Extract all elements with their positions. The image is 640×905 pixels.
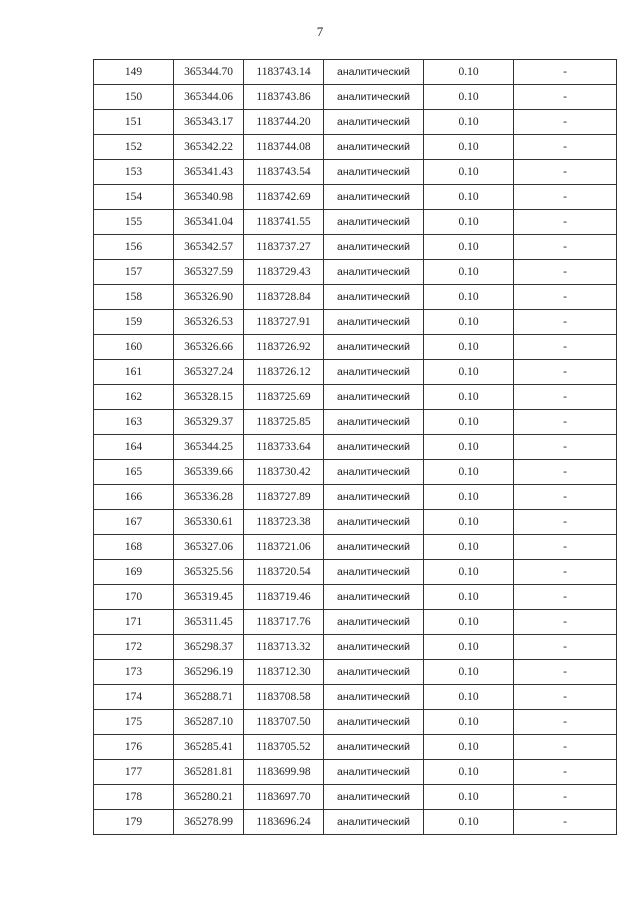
point-number-cell: 179 <box>94 810 174 835</box>
method-cell: аналитический <box>324 235 424 260</box>
point-number-cell: 165 <box>94 460 174 485</box>
method-cell: аналитический <box>324 260 424 285</box>
table-row <box>94 585 617 610</box>
point-number-cell: 177 <box>94 760 174 785</box>
y-coordinate-cell: 1183743.54 <box>244 160 324 185</box>
y-coordinate-cell: 1183707.50 <box>244 710 324 735</box>
x-coordinate-cell: 365339.66 <box>174 460 244 485</box>
accuracy-cell: 0.10 <box>424 310 514 335</box>
point-number-cell: 164 <box>94 435 174 460</box>
y-coordinate-cell: 1183729.43 <box>244 260 324 285</box>
x-coordinate-cell: 365311.45 <box>174 610 244 635</box>
note-cell: - <box>514 185 617 210</box>
accuracy-cell: 0.10 <box>424 635 514 660</box>
table-row <box>94 160 617 185</box>
x-coordinate-cell: 365285.41 <box>174 735 244 760</box>
method-cell: аналитический <box>324 635 424 660</box>
accuracy-cell: 0.10 <box>424 260 514 285</box>
y-coordinate-cell: 1183742.69 <box>244 185 324 210</box>
point-number-cell: 156 <box>94 235 174 260</box>
coordinates-table-body <box>94 60 617 835</box>
x-coordinate-cell: 365326.90 <box>174 285 244 310</box>
table-row <box>94 135 617 160</box>
accuracy-cell: 0.10 <box>424 485 514 510</box>
method-cell: аналитический <box>324 160 424 185</box>
note-cell: - <box>514 510 617 535</box>
point-number-cell: 171 <box>94 610 174 635</box>
method-cell: аналитический <box>324 460 424 485</box>
table-row <box>94 60 617 85</box>
point-number-cell: 154 <box>94 185 174 210</box>
x-coordinate-cell: 365325.56 <box>174 560 244 585</box>
point-number-cell: 158 <box>94 285 174 310</box>
method-cell: аналитический <box>324 435 424 460</box>
table-row <box>94 735 617 760</box>
point-number-cell: 168 <box>94 535 174 560</box>
y-coordinate-cell: 1183726.92 <box>244 335 324 360</box>
note-cell: - <box>514 260 617 285</box>
coordinates-table <box>93 59 617 835</box>
x-coordinate-cell: 365287.10 <box>174 710 244 735</box>
method-cell: аналитический <box>324 585 424 610</box>
x-coordinate-cell: 365298.37 <box>174 635 244 660</box>
x-coordinate-cell: 365326.53 <box>174 310 244 335</box>
x-coordinate-cell: 365340.98 <box>174 185 244 210</box>
point-number-cell: 163 <box>94 410 174 435</box>
table-row <box>94 185 617 210</box>
note-cell: - <box>514 210 617 235</box>
table-row <box>94 210 617 235</box>
table-row <box>94 460 617 485</box>
y-coordinate-cell: 1183721.06 <box>244 535 324 560</box>
y-coordinate-cell: 1183720.54 <box>244 560 324 585</box>
x-coordinate-cell: 365281.81 <box>174 760 244 785</box>
x-coordinate-cell: 365327.59 <box>174 260 244 285</box>
table-row <box>94 560 617 585</box>
method-cell: аналитический <box>324 485 424 510</box>
note-cell: - <box>514 60 617 85</box>
note-cell: - <box>514 335 617 360</box>
accuracy-cell: 0.10 <box>424 660 514 685</box>
table-row <box>94 435 617 460</box>
y-coordinate-cell: 1183727.89 <box>244 485 324 510</box>
note-cell: - <box>514 560 617 585</box>
y-coordinate-cell: 1183699.98 <box>244 760 324 785</box>
table-row <box>94 785 617 810</box>
point-number-cell: 169 <box>94 560 174 585</box>
y-coordinate-cell: 1183723.38 <box>244 510 324 535</box>
y-coordinate-cell: 1183713.32 <box>244 635 324 660</box>
method-cell: аналитический <box>324 760 424 785</box>
method-cell: аналитический <box>324 610 424 635</box>
method-cell: аналитический <box>324 110 424 135</box>
method-cell: аналитический <box>324 535 424 560</box>
table-row <box>94 685 617 710</box>
y-coordinate-cell: 1183697.70 <box>244 785 324 810</box>
note-cell: - <box>514 160 617 185</box>
point-number-cell: 172 <box>94 635 174 660</box>
x-coordinate-cell: 365280.21 <box>174 785 244 810</box>
note-cell: - <box>514 385 617 410</box>
x-coordinate-cell: 365296.19 <box>174 660 244 685</box>
x-coordinate-cell: 365336.28 <box>174 485 244 510</box>
table-row <box>94 610 617 635</box>
accuracy-cell: 0.10 <box>424 710 514 735</box>
method-cell: аналитический <box>324 85 424 110</box>
method-cell: аналитический <box>324 510 424 535</box>
table-row <box>94 285 617 310</box>
point-number-cell: 149 <box>94 60 174 85</box>
table-row <box>94 360 617 385</box>
note-cell: - <box>514 710 617 735</box>
x-coordinate-cell: 365319.45 <box>174 585 244 610</box>
method-cell: аналитический <box>324 385 424 410</box>
note-cell: - <box>514 610 617 635</box>
y-coordinate-cell: 1183696.24 <box>244 810 324 835</box>
note-cell: - <box>514 660 617 685</box>
x-coordinate-cell: 365344.06 <box>174 85 244 110</box>
table-row <box>94 660 617 685</box>
table-row <box>94 335 617 360</box>
accuracy-cell: 0.10 <box>424 735 514 760</box>
note-cell: - <box>514 585 617 610</box>
x-coordinate-cell: 365327.06 <box>174 535 244 560</box>
accuracy-cell: 0.10 <box>424 110 514 135</box>
table-row <box>94 485 617 510</box>
point-number-cell: 150 <box>94 85 174 110</box>
method-cell: аналитический <box>324 560 424 585</box>
x-coordinate-cell: 365278.99 <box>174 810 244 835</box>
accuracy-cell: 0.10 <box>424 410 514 435</box>
accuracy-cell: 0.10 <box>424 185 514 210</box>
accuracy-cell: 0.10 <box>424 610 514 635</box>
point-number-cell: 153 <box>94 160 174 185</box>
y-coordinate-cell: 1183743.14 <box>244 60 324 85</box>
accuracy-cell: 0.10 <box>424 435 514 460</box>
table-row <box>94 385 617 410</box>
accuracy-cell: 0.10 <box>424 585 514 610</box>
accuracy-cell: 0.10 <box>424 235 514 260</box>
table-row <box>94 260 617 285</box>
x-coordinate-cell: 365344.25 <box>174 435 244 460</box>
method-cell: аналитический <box>324 735 424 760</box>
point-number-cell: 173 <box>94 660 174 685</box>
note-cell: - <box>514 110 617 135</box>
note-cell: - <box>514 85 617 110</box>
table-row <box>94 310 617 335</box>
note-cell: - <box>514 435 617 460</box>
point-number-cell: 151 <box>94 110 174 135</box>
y-coordinate-cell: 1183744.20 <box>244 110 324 135</box>
page-number: 7 <box>316 24 324 39</box>
table-row <box>94 535 617 560</box>
y-coordinate-cell: 1183719.46 <box>244 585 324 610</box>
point-number-cell: 157 <box>94 260 174 285</box>
method-cell: аналитический <box>324 810 424 835</box>
method-cell: аналитический <box>324 660 424 685</box>
method-cell: аналитический <box>324 685 424 710</box>
method-cell: аналитический <box>324 410 424 435</box>
y-coordinate-cell: 1183726.12 <box>244 360 324 385</box>
point-number-cell: 155 <box>94 210 174 235</box>
method-cell: аналитический <box>324 785 424 810</box>
point-number-cell: 174 <box>94 685 174 710</box>
x-coordinate-cell: 365342.22 <box>174 135 244 160</box>
note-cell: - <box>514 735 617 760</box>
accuracy-cell: 0.10 <box>424 560 514 585</box>
note-cell: - <box>514 685 617 710</box>
note-cell: - <box>514 485 617 510</box>
table-row <box>94 85 617 110</box>
y-coordinate-cell: 1183730.42 <box>244 460 324 485</box>
table-row <box>94 510 617 535</box>
x-coordinate-cell: 365326.66 <box>174 335 244 360</box>
x-coordinate-cell: 365344.70 <box>174 60 244 85</box>
y-coordinate-cell: 1183737.27 <box>244 235 324 260</box>
point-number-cell: 159 <box>94 310 174 335</box>
y-coordinate-cell: 1183725.69 <box>244 385 324 410</box>
note-cell: - <box>514 635 617 660</box>
method-cell: аналитический <box>324 710 424 735</box>
accuracy-cell: 0.10 <box>424 460 514 485</box>
x-coordinate-cell: 365341.43 <box>174 160 244 185</box>
method-cell: аналитический <box>324 210 424 235</box>
accuracy-cell: 0.10 <box>424 60 514 85</box>
x-coordinate-cell: 365343.17 <box>174 110 244 135</box>
y-coordinate-cell: 1183727.91 <box>244 310 324 335</box>
x-coordinate-cell: 365330.61 <box>174 510 244 535</box>
y-coordinate-cell: 1183741.55 <box>244 210 324 235</box>
accuracy-cell: 0.10 <box>424 360 514 385</box>
accuracy-cell: 0.10 <box>424 285 514 310</box>
x-coordinate-cell: 365288.71 <box>174 685 244 710</box>
accuracy-cell: 0.10 <box>424 510 514 535</box>
note-cell: - <box>514 810 617 835</box>
y-coordinate-cell: 1183743.86 <box>244 85 324 110</box>
method-cell: аналитический <box>324 310 424 335</box>
accuracy-cell: 0.10 <box>424 160 514 185</box>
accuracy-cell: 0.10 <box>424 135 514 160</box>
method-cell: аналитический <box>324 335 424 360</box>
table-row <box>94 760 617 785</box>
point-number-cell: 160 <box>94 335 174 360</box>
accuracy-cell: 0.10 <box>424 385 514 410</box>
accuracy-cell: 0.10 <box>424 535 514 560</box>
note-cell: - <box>514 285 617 310</box>
method-cell: аналитический <box>324 135 424 160</box>
point-number-cell: 166 <box>94 485 174 510</box>
accuracy-cell: 0.10 <box>424 85 514 110</box>
y-coordinate-cell: 1183733.64 <box>244 435 324 460</box>
point-number-cell: 175 <box>94 710 174 735</box>
point-number-cell: 170 <box>94 585 174 610</box>
table-row <box>94 410 617 435</box>
y-coordinate-cell: 1183728.84 <box>244 285 324 310</box>
x-coordinate-cell: 365327.24 <box>174 360 244 385</box>
method-cell: аналитический <box>324 360 424 385</box>
point-number-cell: 161 <box>94 360 174 385</box>
x-coordinate-cell: 365341.04 <box>174 210 244 235</box>
note-cell: - <box>514 310 617 335</box>
y-coordinate-cell: 1183725.85 <box>244 410 324 435</box>
table-row <box>94 110 617 135</box>
accuracy-cell: 0.10 <box>424 210 514 235</box>
y-coordinate-cell: 1183717.76 <box>244 610 324 635</box>
point-number-cell: 152 <box>94 135 174 160</box>
table-row <box>94 235 617 260</box>
accuracy-cell: 0.10 <box>424 810 514 835</box>
note-cell: - <box>514 135 617 160</box>
table-row <box>94 810 617 835</box>
y-coordinate-cell: 1183708.58 <box>244 685 324 710</box>
x-coordinate-cell: 365329.37 <box>174 410 244 435</box>
y-coordinate-cell: 1183705.52 <box>244 735 324 760</box>
accuracy-cell: 0.10 <box>424 335 514 360</box>
note-cell: - <box>514 360 617 385</box>
method-cell: аналитический <box>324 60 424 85</box>
accuracy-cell: 0.10 <box>424 760 514 785</box>
point-number-cell: 178 <box>94 785 174 810</box>
y-coordinate-cell: 1183744.08 <box>244 135 324 160</box>
method-cell: аналитический <box>324 185 424 210</box>
note-cell: - <box>514 785 617 810</box>
note-cell: - <box>514 235 617 260</box>
x-coordinate-cell: 365342.57 <box>174 235 244 260</box>
method-cell: аналитический <box>324 285 424 310</box>
accuracy-cell: 0.10 <box>424 685 514 710</box>
table-row <box>94 710 617 735</box>
point-number-cell: 176 <box>94 735 174 760</box>
point-number-cell: 167 <box>94 510 174 535</box>
accuracy-cell: 0.10 <box>424 785 514 810</box>
x-coordinate-cell: 365328.15 <box>174 385 244 410</box>
y-coordinate-cell: 1183712.30 <box>244 660 324 685</box>
note-cell: - <box>514 760 617 785</box>
table-row <box>94 635 617 660</box>
note-cell: - <box>514 410 617 435</box>
note-cell: - <box>514 460 617 485</box>
note-cell: - <box>514 535 617 560</box>
point-number-cell: 162 <box>94 385 174 410</box>
